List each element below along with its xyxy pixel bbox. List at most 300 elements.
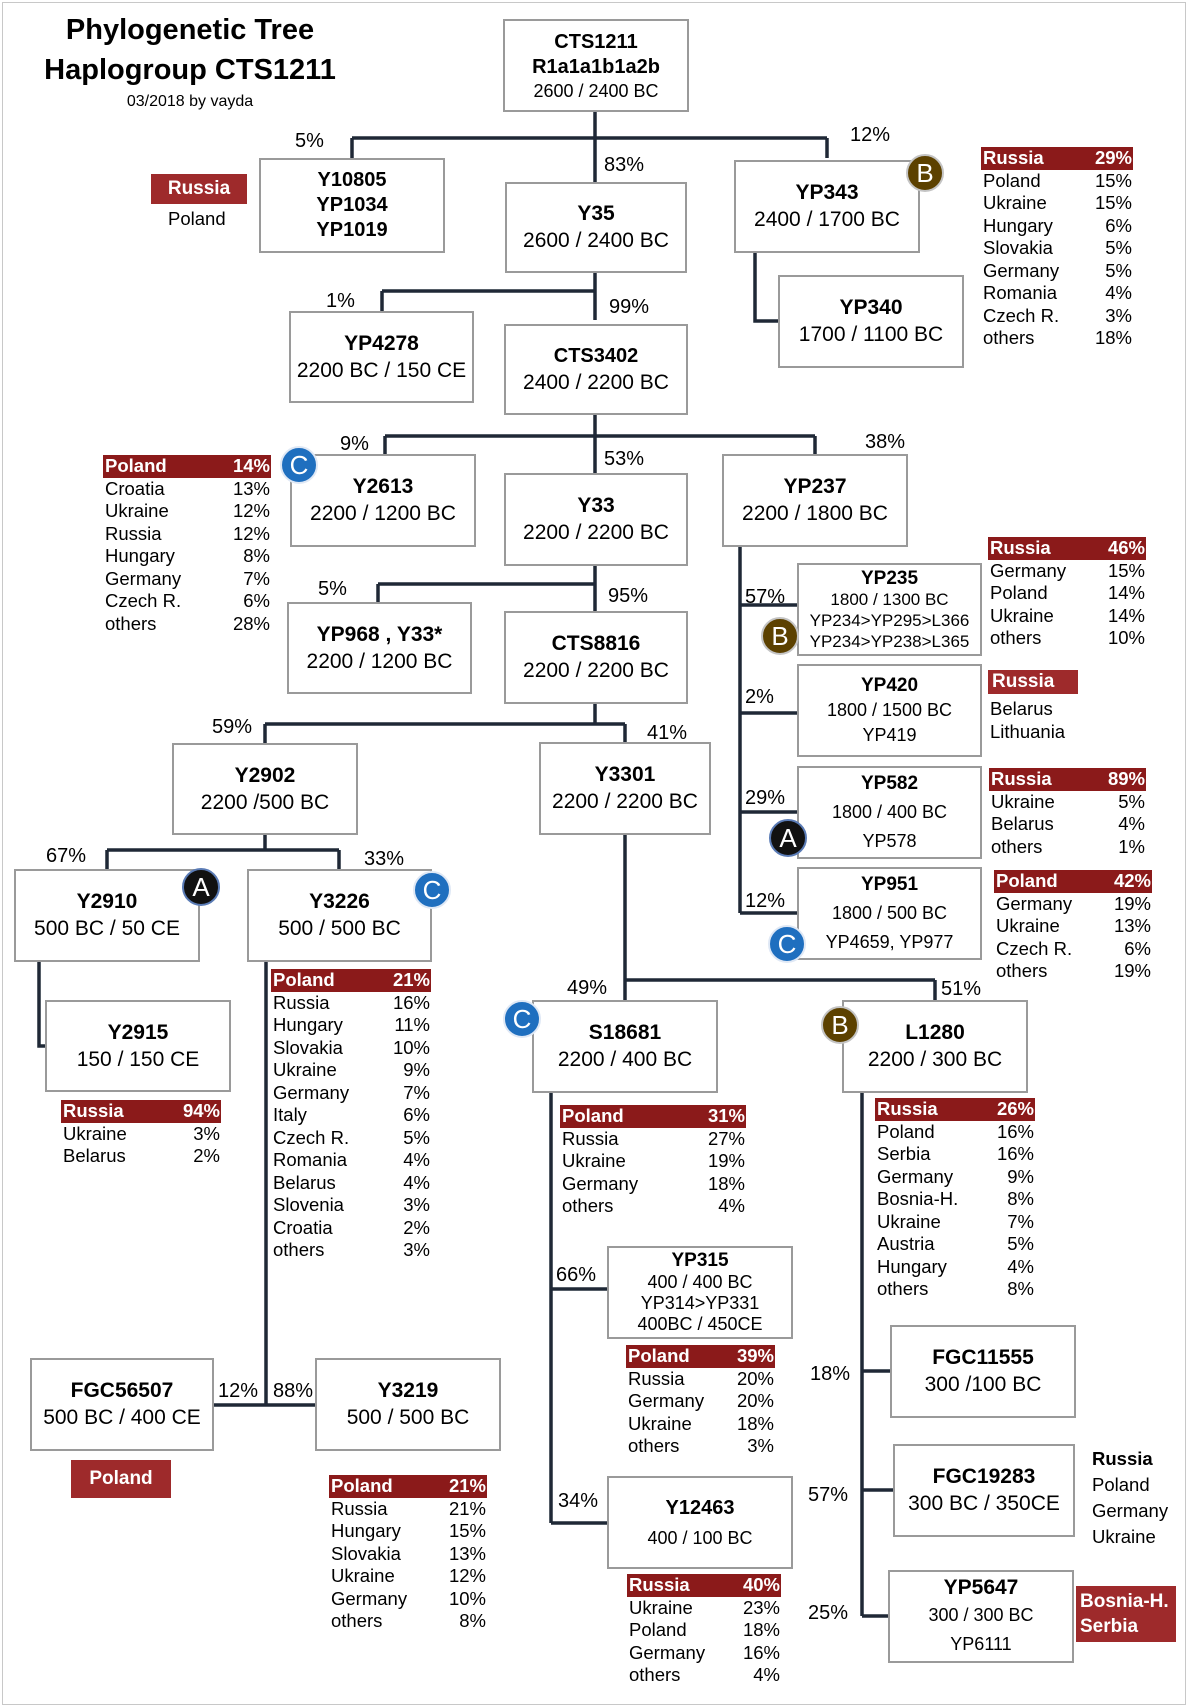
node-date: 2200 BC / 150 CE <box>296 358 467 382</box>
cluster-badge-b: B <box>761 617 799 655</box>
country-percent: 2% <box>403 1216 430 1238</box>
node-date: 400 / 400 BC <box>647 1272 753 1292</box>
distribution-y12463 <box>627 1574 781 1687</box>
distribution-row <box>875 1188 1035 1211</box>
country-percent: 26% <box>996 1098 1034 1119</box>
country-percent: 3% <box>193 1122 220 1144</box>
country-name: Germany <box>983 259 1060 281</box>
country-percent: 5% <box>1007 1233 1034 1254</box>
distribution-row <box>329 1520 487 1543</box>
node-cts3402 <box>504 324 688 415</box>
country-name: Ukraine <box>991 790 1055 812</box>
country-percent: 31% <box>707 1105 745 1126</box>
country-name: Poland <box>562 1105 624 1126</box>
cluster-badge-c: C <box>503 1000 541 1038</box>
cluster-badge-a: A <box>182 868 220 906</box>
node-date: 1800 / 1300 BC <box>830 589 949 609</box>
node-date: 2200 /500 BC <box>200 790 330 814</box>
node-s18681 <box>532 1000 718 1093</box>
node-date: 2600 / 2400 BC <box>523 229 669 252</box>
node-y3226 <box>247 869 432 962</box>
country-percent: 6% <box>243 590 270 611</box>
distribution-header-row <box>994 870 1152 893</box>
country-percent: 10% <box>392 1036 430 1058</box>
branch-percent: 57% <box>745 586 786 608</box>
country-name: Slovakia <box>331 1542 401 1564</box>
distribution-row <box>875 1121 1035 1144</box>
country-percent: 20% <box>736 1367 774 1389</box>
distribution-header-row <box>271 969 431 992</box>
distribution-row <box>103 500 271 523</box>
country-percent: 10% <box>448 1587 486 1609</box>
node-date: 2200 / 2200 BC <box>523 659 669 682</box>
country-name: Austria <box>877 1233 935 1254</box>
node-label: Y33 <box>577 494 615 517</box>
branch-percent: 33% <box>364 848 405 870</box>
node-date: 400 / 100 BC <box>647 1527 753 1548</box>
distribution-row <box>329 1610 487 1633</box>
distribution-row <box>103 545 271 568</box>
node-l1280 <box>842 1000 1028 1093</box>
country-name: Ukraine <box>628 1412 692 1434</box>
distribution-row <box>271 1082 431 1105</box>
node-y3301 <box>539 742 711 835</box>
distribution-row <box>626 1413 775 1436</box>
distribution-yp315 <box>626 1345 775 1458</box>
node-subclade-date: 400BC / 450CE <box>637 1314 763 1334</box>
country-percent: 19% <box>707 1150 745 1171</box>
country-percent: 19% <box>1113 892 1151 914</box>
country-name: Hungary <box>331 1520 401 1541</box>
distribution-row <box>271 1239 431 1262</box>
country-name: others <box>991 835 1043 857</box>
country-percent: 6% <box>403 1104 430 1125</box>
country-percent: 13% <box>232 477 270 499</box>
node-label: YP340 <box>839 296 903 319</box>
distribution-row <box>560 1195 746 1218</box>
node-label: Y12463 <box>665 1496 735 1519</box>
branch-percent: 41% <box>647 722 688 744</box>
node-cts1211 <box>503 19 689 112</box>
country-name: Poland <box>877 1120 935 1142</box>
country-list <box>990 698 1065 743</box>
node-date: 1800 / 500 BC <box>831 903 948 923</box>
distribution-row <box>271 1149 431 1172</box>
node-date: 1800 / 400 BC <box>831 802 948 822</box>
distribution-row <box>981 237 1133 260</box>
branch-percent: 51% <box>941 978 982 1000</box>
country-percent: 13% <box>1113 915 1151 936</box>
country-name: Czech R. <box>105 590 182 611</box>
country-percent: 4% <box>753 1664 780 1685</box>
node-y2613 <box>290 454 476 547</box>
node-label: YP420 <box>860 675 919 696</box>
country-percent: 42% <box>1113 870 1151 891</box>
distribution-row <box>329 1588 487 1611</box>
country-percent: 5% <box>1118 790 1145 812</box>
country-name: others <box>629 1664 681 1685</box>
node-alias: YP1019 <box>316 219 388 241</box>
country-name: Germany <box>996 892 1073 914</box>
branch-percent: 83% <box>604 154 645 176</box>
country-name: Germany <box>273 1081 350 1103</box>
title-line-1: Phylogenetic Tree <box>65 14 315 46</box>
country-percent: 15% <box>448 1520 486 1541</box>
country-percent: 20% <box>736 1390 774 1411</box>
distribution-row <box>103 568 271 591</box>
distribution-row <box>875 1166 1035 1189</box>
node-yp4278 <box>289 311 474 403</box>
node-date: 300 / 300 BC <box>928 1604 1034 1625</box>
branch-percent: 59% <box>212 716 253 738</box>
distribution-header-row <box>988 537 1146 560</box>
country-list <box>168 208 226 231</box>
distribution-row <box>994 960 1152 983</box>
country-percent: 46% <box>1107 537 1145 558</box>
country-percent: 7% <box>243 567 270 589</box>
country-name: Russia <box>562 1127 619 1149</box>
distribution-row <box>271 1104 431 1127</box>
node-alias: YP6111 <box>950 1633 1012 1654</box>
branch-percent: 1% <box>326 290 355 312</box>
node-date: 500 BC / 50 CE <box>34 917 180 940</box>
country-percent: 4% <box>1105 282 1132 303</box>
distribution-row <box>271 1172 431 1195</box>
node-y2902 <box>172 743 358 835</box>
country-percent: 15% <box>1107 559 1145 581</box>
country-name: Germany <box>105 567 182 589</box>
distribution-header-row <box>61 1100 221 1123</box>
node-label: FGC11555 <box>932 1346 1034 1369</box>
node-yp340 <box>778 275 964 368</box>
branch-percent: 67% <box>46 845 87 867</box>
node-label: Y2915 <box>107 1020 169 1044</box>
country-percent: 4% <box>718 1195 745 1216</box>
country-name: Belarus <box>63 1145 126 1166</box>
distribution-row <box>329 1565 487 1588</box>
distribution-row <box>875 1278 1035 1301</box>
country-name: Russia <box>628 1367 685 1389</box>
country-percent: 5% <box>403 1126 430 1148</box>
distribution-row <box>271 1014 431 1037</box>
country-name: Belarus <box>991 813 1054 834</box>
country-percent: 3% <box>403 1239 430 1260</box>
country-name: Belarus <box>273 1171 336 1193</box>
node-clade: R1a1a1b1a2b <box>532 55 660 78</box>
country-name: others <box>990 627 1042 648</box>
country-name: Romania <box>273 1149 348 1170</box>
country-head <box>1076 1586 1176 1642</box>
country-name: others <box>273 1239 325 1260</box>
node-label: Y2613 <box>352 475 414 498</box>
country-name: Russia <box>991 768 1052 789</box>
distribution-row <box>627 1642 781 1665</box>
node-date: 2200 / 1200 BC <box>306 649 453 673</box>
distribution-row <box>560 1150 746 1173</box>
country: Russia <box>1092 1448 1153 1469</box>
node-date: 500 / 500 BC <box>346 1406 470 1429</box>
country-name: Croatia <box>105 477 165 499</box>
distribution-s18681 <box>560 1105 746 1218</box>
distribution-row <box>988 582 1146 605</box>
country-name: Ukraine <box>629 1596 693 1618</box>
distribution-row <box>981 260 1133 283</box>
branch-percent: 12% <box>218 1380 259 1402</box>
distribution-y3226 <box>271 969 431 1262</box>
country-head: Poland <box>71 1460 171 1498</box>
distribution-y2915 <box>61 1100 221 1168</box>
distribution-row <box>988 627 1146 650</box>
distribution-row <box>994 893 1152 916</box>
country-name: Germany <box>562 1172 639 1194</box>
country-name: Russia <box>877 1098 938 1119</box>
country-percent: 23% <box>742 1596 780 1618</box>
distribution-row <box>626 1390 775 1413</box>
branch-percent: 34% <box>558 1490 599 1512</box>
country-name: Poland <box>629 1619 687 1640</box>
node-date: 300 BC / 350CE <box>908 1492 1060 1515</box>
node-date: 2200 / 1800 BC <box>742 502 888 525</box>
country-name: Poland <box>628 1345 690 1366</box>
node-date: 1800 / 1500 BC <box>826 700 953 720</box>
country-name: others <box>562 1195 614 1216</box>
distribution-row <box>875 1256 1035 1279</box>
connector <box>755 253 778 321</box>
country-percent: 3% <box>1105 304 1132 326</box>
country-percent: 19% <box>1113 960 1151 981</box>
distribution-row <box>981 192 1133 215</box>
country-name: Ukraine <box>331 1565 395 1586</box>
node-yp235 <box>797 563 982 656</box>
node-y12463 <box>607 1476 793 1569</box>
node-yp951 <box>797 867 982 960</box>
country-name: others <box>983 327 1035 348</box>
branch-percent: 12% <box>850 124 891 146</box>
country-name: Germany <box>331 1587 408 1609</box>
country-percent: 27% <box>707 1127 745 1149</box>
distribution-row <box>560 1128 746 1151</box>
distribution-row <box>61 1123 221 1146</box>
cluster-badge-b: B <box>821 1006 859 1044</box>
branch-percent: 2% <box>745 686 774 708</box>
country-percent: 40% <box>742 1574 780 1595</box>
country-name: Italy <box>273 1104 307 1125</box>
distribution-row <box>627 1619 781 1642</box>
country-name: Czech R. <box>996 937 1073 959</box>
node-yp968 <box>287 602 472 694</box>
branch-percent: 29% <box>745 787 786 809</box>
country-percent: 10% <box>1107 627 1145 648</box>
distribution-row <box>103 523 271 546</box>
country-percent: 94% <box>182 1100 220 1121</box>
distribution-row <box>271 1217 431 1240</box>
node-fgc56507 <box>30 1358 214 1451</box>
country-percent: 8% <box>459 1610 486 1631</box>
country-percent: 6% <box>1105 214 1132 236</box>
country-percent: 9% <box>1007 1165 1034 1187</box>
credit: 03/2018 by vayda <box>126 93 254 110</box>
country-name: Romania <box>983 282 1058 303</box>
node-date: 2600 / 2400 BC <box>533 80 659 101</box>
cluster-badge-a: A <box>769 819 807 857</box>
node-subclade: YP234>YP295>L366 <box>809 610 970 630</box>
country-name: Poland <box>273 969 335 990</box>
distribution-row <box>271 1037 431 1060</box>
distribution-row <box>329 1498 487 1521</box>
country-name: Ukraine <box>105 500 169 521</box>
node-alias: YP578 <box>862 831 917 851</box>
distribution-row <box>875 1211 1035 1234</box>
distribution-row <box>627 1664 781 1687</box>
node-yp420 <box>797 664 982 757</box>
distribution-row <box>875 1143 1035 1166</box>
country-name: Czech R. <box>273 1126 350 1148</box>
country: Serbia <box>1080 1616 1139 1637</box>
node-y2915 <box>45 1000 231 1092</box>
node-fgc19283 <box>893 1444 1075 1537</box>
node-fgc11555 <box>890 1325 1076 1418</box>
country-name: Poland <box>990 582 1048 603</box>
country-percent: 8% <box>243 545 270 566</box>
country-percent: 7% <box>403 1081 430 1103</box>
node-label: YP235 <box>860 567 919 589</box>
node-label: CTS8816 <box>551 632 641 655</box>
country-name: Poland <box>331 1475 393 1496</box>
distribution-row <box>103 590 271 613</box>
node-label: YP237 <box>783 475 847 498</box>
node-label: Y2902 <box>234 763 296 787</box>
country-name: Czech R. <box>983 304 1060 326</box>
distribution-row <box>626 1435 775 1458</box>
title-line-2: Haplogroup CTS1211 <box>44 54 336 86</box>
node-yp343 <box>734 160 920 253</box>
distribution-header-row <box>627 1574 781 1597</box>
distribution-header-row <box>626 1345 775 1368</box>
country-percent: 11% <box>394 1014 430 1035</box>
distribution-header-row <box>560 1105 746 1128</box>
country-name: Ukraine <box>63 1122 127 1144</box>
node-date: 2200 / 2200 BC <box>552 790 698 813</box>
country-name: Russia <box>990 537 1051 558</box>
distribution-row <box>626 1368 775 1391</box>
cluster-badge-c: C <box>280 446 318 484</box>
distribution-row <box>989 813 1146 836</box>
node-date: 2400 / 2200 BC <box>523 370 669 394</box>
node-label: YP343 <box>795 181 859 204</box>
country-percent: 21% <box>448 1475 486 1496</box>
country-name: Ukraine <box>990 604 1054 626</box>
branch-percent: 49% <box>567 977 608 999</box>
country-percent: 16% <box>996 1120 1034 1142</box>
distribution-row <box>981 305 1133 328</box>
country-name: Russia <box>105 522 162 544</box>
node-date: 300 /100 BC <box>924 1373 1042 1396</box>
node-label: FGC19283 <box>932 1465 1036 1488</box>
distribution-header-row <box>329 1475 487 1498</box>
country-percent: 21% <box>392 969 430 990</box>
distribution-yp582 <box>989 768 1146 858</box>
node-date: 2200 / 1200 BC <box>310 502 456 525</box>
country-percent: 18% <box>736 1412 774 1434</box>
branch-percent: 38% <box>865 431 906 453</box>
country-name: Russia <box>63 1100 124 1121</box>
node-subclade: YP314>YP331 <box>640 1293 760 1313</box>
country-name: Russia <box>983 147 1044 168</box>
country-percent: 15% <box>1094 192 1132 213</box>
node-date: 2200 / 400 BC <box>557 1048 693 1071</box>
branch-percent: 66% <box>556 1264 597 1286</box>
country-name: Russia <box>273 991 330 1013</box>
country-name: Hungary <box>273 1014 343 1035</box>
country-name: Germany <box>629 1641 706 1663</box>
country-percent: 12% <box>448 1565 486 1586</box>
country-name: Ukraine <box>983 192 1047 213</box>
distribution-row <box>271 1194 431 1217</box>
node-label: YP582 <box>860 773 919 794</box>
distribution-row <box>560 1173 746 1196</box>
country-percent: 9% <box>403 1059 430 1080</box>
distribution-row <box>875 1233 1035 1256</box>
country-percent: 28% <box>232 612 270 634</box>
country-name: Russia <box>629 1574 690 1595</box>
country-name: Hungary <box>983 214 1053 236</box>
node-label: Y10805 <box>317 169 387 191</box>
distribution-row <box>329 1543 487 1566</box>
country-percent: 7% <box>1007 1210 1034 1232</box>
country-name: Germany <box>990 559 1067 581</box>
country: Poland <box>168 208 226 229</box>
node-label: Y3226 <box>309 890 370 913</box>
distribution-yp951 <box>994 870 1152 983</box>
country-percent: 14% <box>1107 582 1145 603</box>
distribution-header-row <box>989 768 1146 791</box>
country-head: Russia <box>988 670 1078 694</box>
country-percent: 2% <box>193 1145 220 1166</box>
country-percent: 13% <box>448 1542 486 1564</box>
country-head: Russia <box>151 174 247 204</box>
node-alias: YP4659, YP977 <box>825 932 954 952</box>
country-name: Bosnia-H. <box>877 1188 959 1209</box>
distribution-yp235 <box>988 537 1146 650</box>
country-percent: 5% <box>1105 259 1132 281</box>
country-percent: 29% <box>1094 147 1132 168</box>
country-percent: 18% <box>1094 327 1132 348</box>
country-percent: 18% <box>742 1619 780 1640</box>
country-percent: 14% <box>1107 604 1145 626</box>
distribution-row <box>981 327 1133 350</box>
distribution-header-row <box>875 1098 1035 1121</box>
country-percent: 14% <box>232 455 270 476</box>
branch-percent: 88% <box>273 1380 314 1402</box>
country: Germany <box>1092 1500 1169 1521</box>
country-percent: 39% <box>736 1345 774 1366</box>
distribution-row <box>103 613 271 636</box>
country-name: others <box>996 960 1048 981</box>
node-y2910 <box>14 869 200 962</box>
branch-percent: 53% <box>604 448 645 470</box>
country-percent: 12% <box>232 500 270 521</box>
distribution-row <box>981 282 1133 305</box>
country-name: Slovakia <box>983 237 1053 258</box>
country-name: others <box>331 1610 383 1631</box>
node-date: 2200 / 300 BC <box>867 1048 1003 1071</box>
node-cts8816 <box>504 611 688 704</box>
node-date: 500 / 500 BC <box>278 917 401 940</box>
distribution-row <box>271 1059 431 1082</box>
country-percent: 3% <box>747 1435 774 1456</box>
country-percent: 4% <box>403 1149 430 1170</box>
branch-percent: 9% <box>340 433 369 455</box>
